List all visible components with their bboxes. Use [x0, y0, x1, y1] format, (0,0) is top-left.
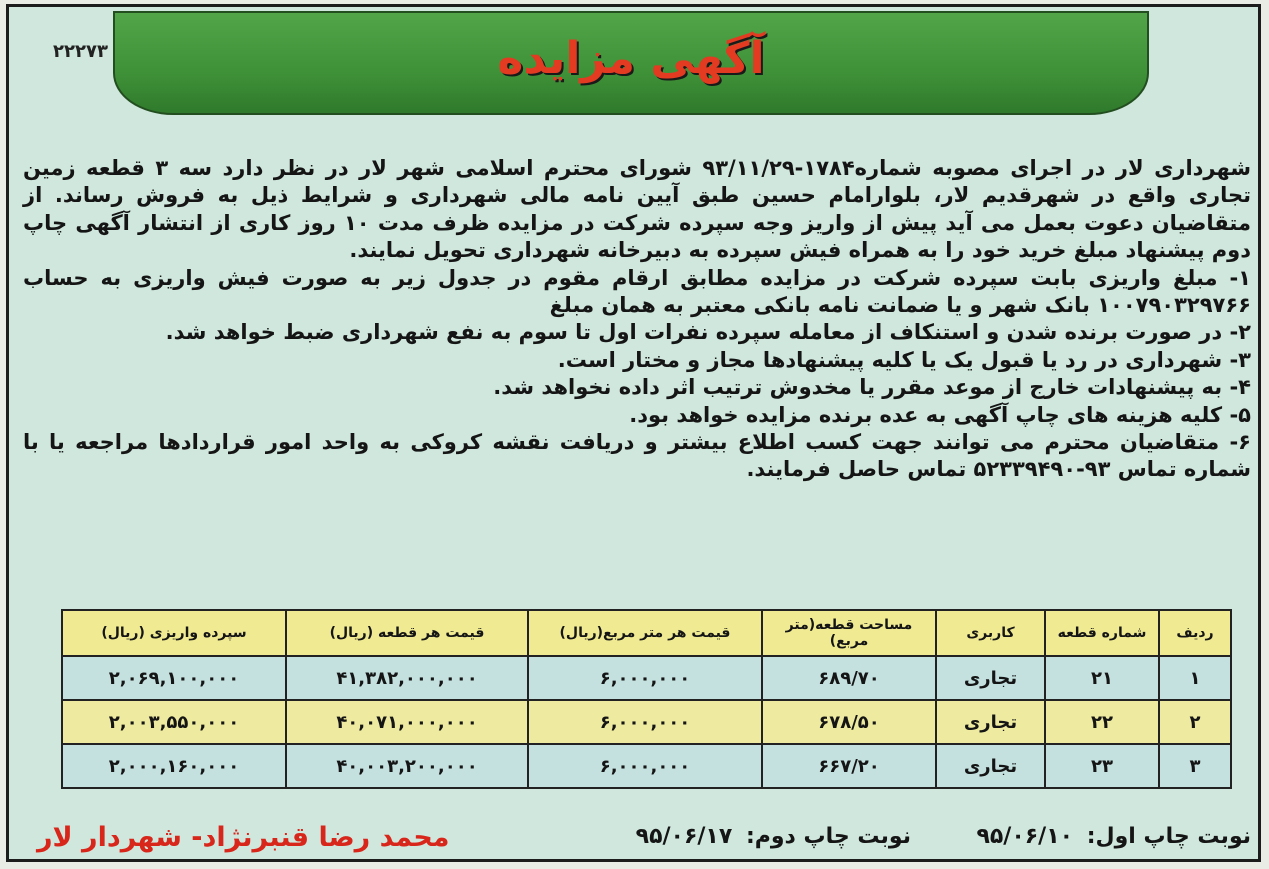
cell-price-per-lot: ۴۱,۳۸۲,۰۰۰,۰۰۰ — [286, 656, 528, 700]
condition-5: ۵- کلیه هزینه های چاپ آگهی به عده برنده مزایده خواهد بود. — [629, 402, 1251, 427]
cell-row-number: ۳ — [1159, 744, 1231, 788]
header-usage: کاربری — [936, 610, 1045, 656]
ad-code: ۲۲۲۷۳ — [53, 41, 108, 62]
header-area: مساحت قطعه(متر مربع) — [762, 610, 936, 656]
cell-usage: تجاری — [936, 656, 1045, 700]
notice-title: آگهی مزایده — [497, 33, 765, 84]
second-print-info — [630, 824, 911, 849]
lots-table — [61, 609, 1232, 789]
cell-area: ۶۸۹/۷۰ — [762, 656, 936, 700]
cell-area: ۶۶۷/۲۰ — [762, 744, 936, 788]
title-banner — [113, 11, 1149, 115]
condition-4: ۴- به پیشنهادات خارج از موعد مقرر یا مخدوش ترتیب اثر داده نخواهد شد. — [493, 375, 1251, 400]
condition-6: ۶- متقاضیان محترم می توانند جهت کسب اطلاع بیشتر و دریافت نقشه کروکی به واحد امور قراردادها مراجعه یا با شماره تماس ۹۳-۵۲۳۳۹۴۹۰ تماس حاصل فرمایند. — [23, 430, 1251, 482]
notice-body — [23, 155, 1251, 484]
cell-price-per-meter: ۶,۰۰۰,۰۰۰ — [528, 744, 762, 788]
cell-row-number: ۲ — [1159, 700, 1231, 744]
cell-lot-number: ۲۱ — [1045, 656, 1159, 700]
first-print-label: نوبت چاپ اول: — [1086, 824, 1251, 849]
cell-price-per-lot: ۴۰,۰۷۱,۰۰۰,۰۰۰ — [286, 700, 528, 744]
cell-usage: تجاری — [936, 700, 1045, 744]
second-print-date: ۹۵/۰۶/۱۷ — [635, 824, 733, 849]
cell-price-per-meter: ۶,۰۰۰,۰۰۰ — [528, 656, 762, 700]
first-print-date: ۹۵/۰۶/۱۰ — [976, 824, 1074, 849]
cell-price-per-meter: ۶,۰۰۰,۰۰۰ — [528, 700, 762, 744]
table-row — [62, 744, 1231, 788]
cell-deposit: ۲,۰۰۳,۵۵۰,۰۰۰ — [62, 700, 286, 744]
cell-lot-number: ۲۳ — [1045, 744, 1159, 788]
cell-deposit: ۲,۰۶۹,۱۰۰,۰۰۰ — [62, 656, 286, 700]
table-row — [62, 656, 1231, 700]
cell-deposit: ۲,۰۰۰,۱۶۰,۰۰۰ — [62, 744, 286, 788]
table-row — [62, 700, 1231, 744]
intro-paragraph: شهرداری لار در اجرای مصوبه شماره۱۷۸۴-۹۳/۱۱/۲۹ شورای محترم اسلامی شهر لار در نظر دارد سه ۳ قطعه زمین تجاری واقع در شهرقدیم لار، بلوارامام حسین طبق آیین نامه مالی شهرداری و شرایط ذیل به فروش رساند. از متقاضیان دعوت بعمل می آید پیش از واریز وجه سپرده شرکت در مزایده ظرف مدت ۱۰ روز کاری از انتشار آگهی چاپ دوم پیشنهاد مبلغ خرید خود را به همراه فیش سپرده به دبیرخانه شهرداری تحویل نمایند. — [23, 156, 1252, 263]
cell-row-number: ۱ — [1159, 656, 1231, 700]
header-price-per-meter: قیمت هر متر مربع(ریال) — [528, 610, 762, 656]
table-header-row — [62, 610, 1231, 656]
second-print-label: نوبت چاپ دوم: — [745, 824, 911, 849]
header-row-number: ردیف — [1159, 610, 1231, 656]
header-lot-number: شماره قطعه — [1045, 610, 1159, 656]
condition-1: ۱- مبلغ واریزی بابت سپرده شرکت در مزایده مطابق ارقام مقوم در جدول زیر به صورت فیش واریزی به حساب ۱۰۰۷۹۰۳۲۹۷۶۶ بانک شهر و یا ضمانت نامه بانکی معتبر به همان مبلغ — [23, 265, 1251, 318]
cell-area: ۶۷۸/۵۰ — [762, 700, 936, 744]
mayor-signature: محمد رضا قنبرنژاد- شهردار لار — [37, 822, 450, 853]
header-deposit: سپرده واریزی (ریال) — [62, 610, 286, 656]
first-print-info — [970, 824, 1251, 849]
cell-usage: تجاری — [936, 744, 1045, 788]
cell-price-per-lot: ۴۰,۰۰۳,۲۰۰,۰۰۰ — [286, 744, 528, 788]
notice-footer — [23, 822, 1251, 858]
condition-3: ۳- شهرداری در رد یا قبول یک یا کلیه پیشنهادها مجاز و مختار است. — [557, 347, 1251, 372]
auction-notice — [6, 4, 1261, 862]
condition-2: ۲- در صورت برنده شدن و استنکاف از معامله سپرده نفرات اول تا سوم به نفع شهرداری ضبط خواهد شد. — [165, 320, 1251, 345]
header-price-per-lot: قیمت هر قطعه (ریال) — [286, 610, 528, 656]
cell-lot-number: ۲۲ — [1045, 700, 1159, 744]
